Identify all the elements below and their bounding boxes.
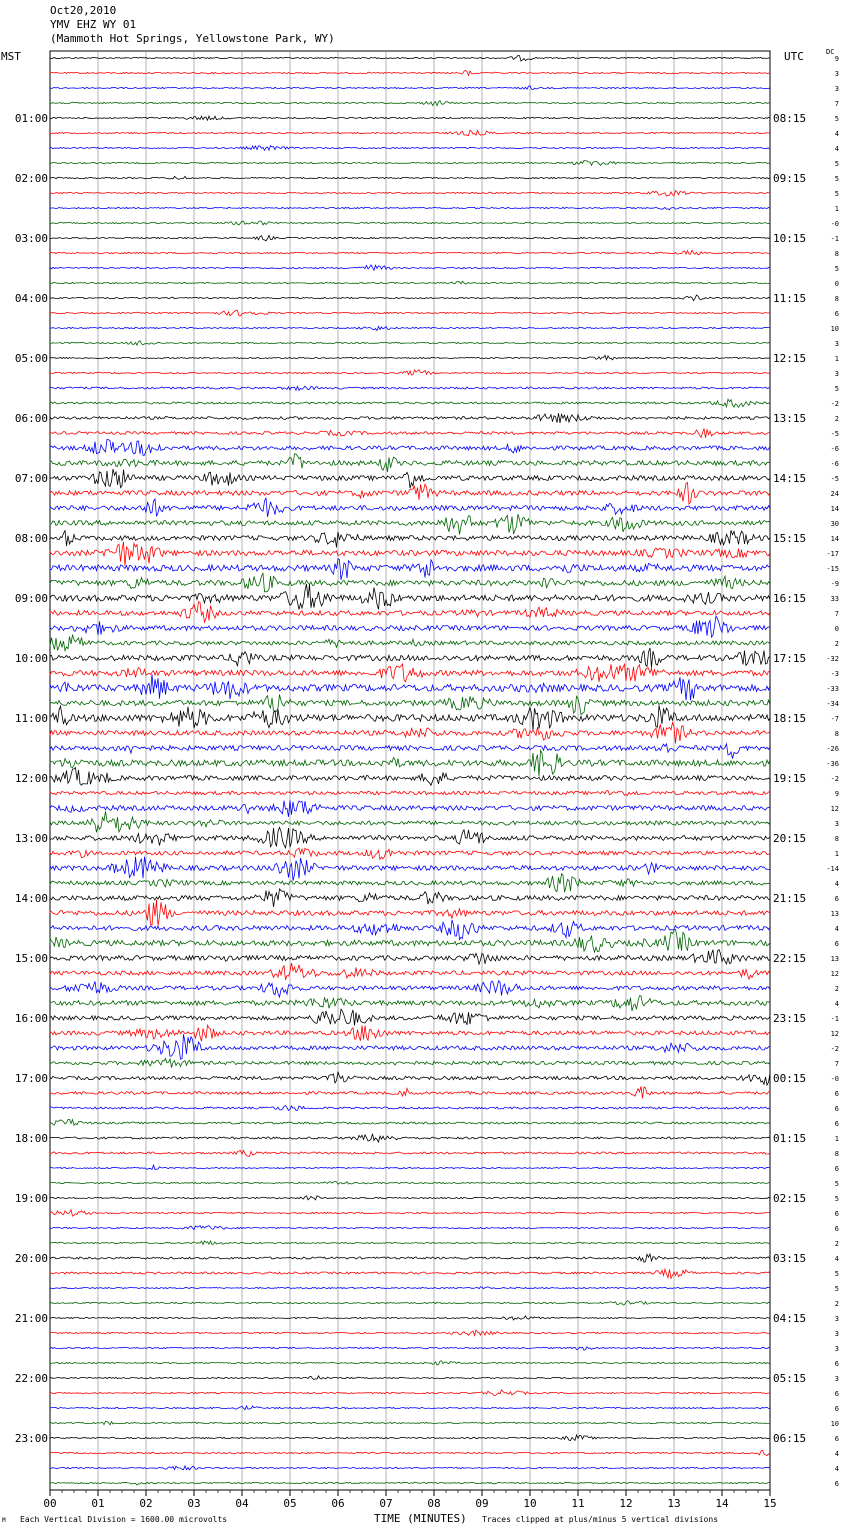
seismic-trace [50,399,770,407]
dc-offset-label: 8 [834,295,839,303]
left-hour-label: 14:00 [14,892,48,905]
seismic-trace [50,857,770,881]
dc-offset-label: 3 [834,340,839,348]
seismic-trace [50,950,770,965]
dc-offset-label: 3 [834,70,839,78]
seismic-trace [50,101,770,106]
seismic-trace [50,514,770,534]
seismic-trace [50,1406,770,1410]
seismic-trace [50,848,770,859]
seismic-trace [50,281,770,284]
left-hour-label: 10:00 [14,652,48,665]
dc-title: DC [826,48,835,56]
chart-location: (Mammoth Hot Springs, Yellowstone Park, WY) [50,32,335,45]
dc-offset-label: 5 [834,115,839,123]
seismic-trace [50,161,770,166]
dc-offset-label: 3 [834,85,839,93]
seismic-trace [50,176,770,179]
left-hour-label: 07:00 [14,472,48,485]
dc-offset-label: -34 [826,700,839,708]
dc-offset-label: -15 [826,565,839,573]
dc-offset-label: 6 [834,310,839,318]
seismic-trace [50,295,770,301]
x-tick-label: 02 [139,1497,153,1510]
seismic-trace [50,191,770,197]
dc-offset-label: 5 [834,385,839,393]
seismic-trace [50,221,770,225]
dc-offset-label: 6 [834,1105,839,1113]
seismic-trace [50,981,770,997]
seismic-trace [50,265,770,270]
dc-offset-label: 3 [834,820,839,828]
dc-offset-label: 5 [834,1270,839,1278]
dc-offset-label: 5 [834,175,839,183]
seismic-trace [50,1119,770,1125]
left-hour-label: 23:00 [14,1432,48,1445]
dc-offset-label: -2 [830,775,839,783]
right-hour-label: 03:15 [773,1252,807,1265]
seismic-trace [50,929,770,952]
right-hour-label: 10:15 [773,232,807,245]
seismic-trace [50,310,770,316]
seismic-trace [50,341,770,346]
dc-offset-label: 5 [834,1195,839,1203]
seismic-trace [50,498,770,517]
dc-offset-label: 8 [834,250,839,258]
left-hour-label: 19:00 [14,1192,48,1205]
seismic-trace [50,429,770,438]
seismic-trace [50,1226,770,1230]
dc-offset-label: -5 [830,430,839,438]
right-hour-label: 14:15 [773,472,807,485]
left-hour-label: 13:00 [14,832,48,845]
seismic-trace [50,542,770,566]
dc-offset-label: 9 [834,55,839,63]
seismic-trace [50,55,770,61]
seismic-trace [50,530,770,547]
dc-offset-label: 6 [834,1090,839,1098]
dc-offset-label: 5 [834,265,839,273]
x-tick-label: 15 [763,1497,777,1510]
dc-offset-label: 4 [834,925,839,933]
dc-offset-label: 7 [834,100,839,108]
dc-offset-label: -32 [826,655,839,663]
dc-offset-label: 6 [834,1360,839,1368]
dc-offset-label: 6 [834,1165,839,1173]
seismic-trace [50,1361,770,1365]
seismic-trace [50,1059,770,1068]
right-hour-label: 05:15 [773,1372,807,1385]
left-hour-label: 18:00 [14,1132,48,1145]
seismic-trace [50,86,770,90]
seismic-trace [50,1450,770,1455]
dc-offset-label: 12 [830,970,839,978]
clip-note: Traces clipped at plus/minus 5 vertical divisions [482,1515,719,1524]
seismic-trace [50,454,770,472]
dc-offset-label: 13 [830,910,839,918]
dc-offset-label: 4 [834,1000,839,1008]
dc-offset-label: -2 [830,1045,839,1053]
dc-offset-label: -17 [826,550,839,558]
dc-offset-label: 5 [834,160,839,168]
seismic-trace [50,1421,770,1424]
dc-offset-label: 10 [830,1420,839,1428]
dc-offset-label: 8 [834,835,839,843]
dc-offset-label: 4 [834,1465,839,1473]
seismic-trace [50,768,770,786]
seismic-trace [50,1376,770,1380]
dc-offset-label: 14 [830,505,839,513]
seismic-trace [50,800,770,817]
seismic-trace [50,1165,770,1169]
x-tick-label: 06 [331,1497,345,1510]
dc-offset-label: 30 [830,520,839,528]
dc-offset-label: 1 [834,850,839,858]
seismic-trace [50,146,770,151]
seismic-trace [50,827,770,848]
dc-offset-label: 3 [834,1315,839,1323]
seismic-trace [50,635,770,651]
x-tick-label: 03 [187,1497,201,1510]
x-tick-label: 12 [619,1497,633,1510]
dc-offset-label: 7 [834,610,839,618]
dc-offset-label: -0 [830,220,839,228]
seismic-trace [50,250,770,255]
left-hour-label: 12:00 [14,772,48,785]
seismic-trace [50,900,770,926]
x-tick-label: 04 [235,1497,249,1510]
x-axis-title: TIME (MINUTES) [374,1512,467,1525]
dc-offset-label: 6 [834,1405,839,1413]
dc-offset-label: 13 [830,955,839,963]
seismic-trace [50,1106,770,1111]
seismic-trace [50,1025,770,1041]
left-time-zone: MST [1,50,21,63]
seismic-trace [50,963,770,980]
seismic-trace [50,584,770,609]
seismic-trace [50,1134,770,1142]
seismic-trace [50,723,770,744]
right-hour-label: 15:15 [773,532,807,545]
dc-offset-label: -1 [830,1015,839,1023]
x-tick-label: 11 [571,1497,585,1510]
dc-offset-label: -33 [826,685,839,693]
seismic-trace [50,1034,770,1059]
right-hour-label: 22:15 [773,952,807,965]
dc-offset-label: -1 [830,235,839,243]
seismic-trace [50,1347,770,1350]
dc-offset-label: 4 [834,1450,839,1458]
dc-offset-label: 5 [834,1285,839,1293]
seismic-trace [50,889,770,907]
dc-offset-label: 5 [834,190,839,198]
left-hour-label: 09:00 [14,592,48,605]
seismic-trace [50,207,770,209]
seismic-trace [50,559,770,580]
dc-offset-label: 8 [834,730,839,738]
right-hour-label: 12:15 [773,352,807,365]
dc-offset-label: 7 [834,1060,839,1068]
right-hour-label: 23:15 [773,1012,807,1025]
left-hour-label: 02:00 [14,172,48,185]
seismic-trace [50,116,770,120]
seismic-trace [50,1269,770,1278]
dc-offset-label: 3 [834,1330,839,1338]
left-hour-label: 20:00 [14,1252,48,1265]
seismic-trace [50,355,770,359]
right-time-zone: UTC [784,50,804,63]
dc-offset-label: -6 [830,460,839,468]
dc-offset-label: 24 [830,490,839,498]
dc-offset-label: 4 [834,130,839,138]
dc-offset-label: -36 [826,760,839,768]
dc-offset-label: 1 [834,355,839,363]
seismic-trace [50,1287,770,1289]
dc-offset-label: 6 [834,1210,839,1218]
right-hour-label: 13:15 [773,412,807,425]
right-hour-label: 11:15 [773,292,807,305]
seismic-trace [50,573,770,591]
dc-offset-label: 33 [830,595,839,603]
right-hour-label: 04:15 [773,1312,807,1325]
x-tick-label: 09 [475,1497,489,1510]
seismic-trace [50,674,770,700]
seismic-trace [50,1210,770,1216]
right-hour-label: 19:15 [773,772,807,785]
right-hour-label: 16:15 [773,592,807,605]
dc-offset-label: 0 [834,280,839,288]
dc-offset-label: -14 [826,865,839,873]
dc-offset-label: 12 [830,805,839,813]
seismic-trace [50,370,770,376]
left-hour-label: 06:00 [14,412,48,425]
dc-offset-label: 4 [834,145,839,153]
left-hour-label: 11:00 [14,712,48,725]
seismic-trace [50,1241,770,1245]
seismic-trace [50,1301,770,1305]
dc-offset-label: 6 [834,940,839,948]
right-hour-label: 00:15 [773,1072,807,1085]
right-hour-label: 18:15 [773,712,807,725]
left-hour-label: 15:00 [14,952,48,965]
dc-offset-label: 1 [834,205,839,213]
dc-offset-label: 6 [834,1390,839,1398]
seismic-trace [50,1196,770,1200]
right-hour-label: 20:15 [773,832,807,845]
seismic-trace [50,750,770,776]
seismic-trace [50,1390,770,1396]
right-hour-label: 08:15 [773,112,807,125]
seismic-trace [50,706,770,731]
dc-offset-label: -26 [826,745,839,753]
left-hour-label: 05:00 [14,352,48,365]
dc-offset-label: 3 [834,370,839,378]
seismic-trace [50,130,770,135]
dc-offset-label: -7 [830,715,839,723]
dc-offset-label: 6 [834,1225,839,1233]
seismic-trace [50,413,770,423]
x-tick-label: 10 [523,1497,537,1510]
seismic-trace [50,1150,770,1156]
dc-offset-label: 4 [834,1255,839,1263]
dc-offset-label: 12 [830,1030,839,1038]
seismic-trace [50,1316,770,1320]
right-hour-label: 21:15 [773,892,807,905]
x-tick-label: 00 [43,1497,57,1510]
seismic-trace [50,791,770,796]
left-hour-label: 16:00 [14,1012,48,1025]
seismic-trace [50,235,770,241]
right-hour-label: 01:15 [773,1132,807,1145]
seismic-trace [50,1435,770,1441]
left-hour-label: 04:00 [14,292,48,305]
left-hour-label: 22:00 [14,1372,48,1385]
seismic-trace [50,1072,770,1085]
left-hour-label: 01:00 [14,112,48,125]
dc-offset-label: 3 [834,1345,839,1353]
chart-date: Oct20,2010 [50,4,117,17]
dc-offset-label: 6 [834,1120,839,1128]
seismic-trace [50,1254,770,1262]
seismic-trace [50,1086,770,1098]
dc-offset-label: 14 [830,535,839,543]
seismic-trace [50,996,770,1011]
left-hour-label: 17:00 [14,1072,48,1085]
dc-offset-label: 2 [834,415,839,423]
dc-offset-label: 6 [834,1435,839,1443]
seismic-trace [50,695,770,715]
seismic-trace [50,70,770,75]
right-hour-label: 02:15 [773,1192,807,1205]
dc-offset-label: 5 [834,1180,839,1188]
right-hour-label: 09:15 [773,172,807,185]
dc-offset-label: 8 [834,1150,839,1158]
x-tick-label: 08 [427,1497,441,1510]
chart-station: YMV EHZ WY 01 [50,18,137,31]
seismic-trace [50,616,770,637]
seismic-trace [50,1181,770,1184]
dc-offset-label: -6 [830,445,839,453]
seismic-trace [50,602,770,622]
seismic-trace [50,469,770,488]
x-tick-label: 01 [91,1497,105,1510]
seismic-trace [50,812,770,833]
dc-offset-label: 0 [834,625,839,633]
scale-note: Each Vertical Division = 1600.00 microvolts [20,1515,228,1524]
dc-offset-label: 10 [830,325,839,333]
plot-frame [50,51,770,1490]
seismic-trace [50,439,770,455]
x-tick-label: 13 [667,1497,681,1510]
dc-offset-label: -9 [830,580,839,588]
right-hour-label: 17:15 [773,652,807,665]
x-tick-label: 14 [715,1497,729,1510]
dc-offset-label: -3 [830,670,839,678]
x-tick-label: 05 [283,1497,297,1510]
left-hour-label: 21:00 [14,1312,48,1325]
right-hour-label: 06:15 [773,1432,807,1445]
seismic-trace [50,1466,770,1470]
dc-offset-label: 2 [834,1300,839,1308]
left-hour-label: 03:00 [14,232,48,245]
corner-mark: M [2,1517,6,1524]
seismic-trace [50,386,770,390]
dc-offset-label: -0 [830,1075,839,1083]
dc-offset-label: -5 [830,475,839,483]
seismic-trace [50,744,770,759]
dc-offset-label: 3 [834,1375,839,1383]
dc-offset-label: 1 [834,1135,839,1143]
dc-offset-label: 9 [834,790,839,798]
left-hour-label: 08:00 [14,532,48,545]
seismic-trace [50,1330,770,1335]
seismic-trace [50,648,770,668]
seismic-trace [50,1009,770,1025]
dc-offset-label: 4 [834,880,839,888]
x-tick-label: 07 [379,1497,393,1510]
seismic-trace [50,874,770,893]
dc-offset-label: 6 [834,895,839,903]
dc-offset-label: 2 [834,985,839,993]
dc-offset-label: -2 [830,400,839,408]
seismic-trace [50,1482,770,1485]
dc-offset-label: 6 [834,1480,839,1488]
seismic-trace [50,326,770,330]
dc-offset-label: 2 [834,1240,839,1248]
dc-offset-label: 2 [834,640,839,648]
